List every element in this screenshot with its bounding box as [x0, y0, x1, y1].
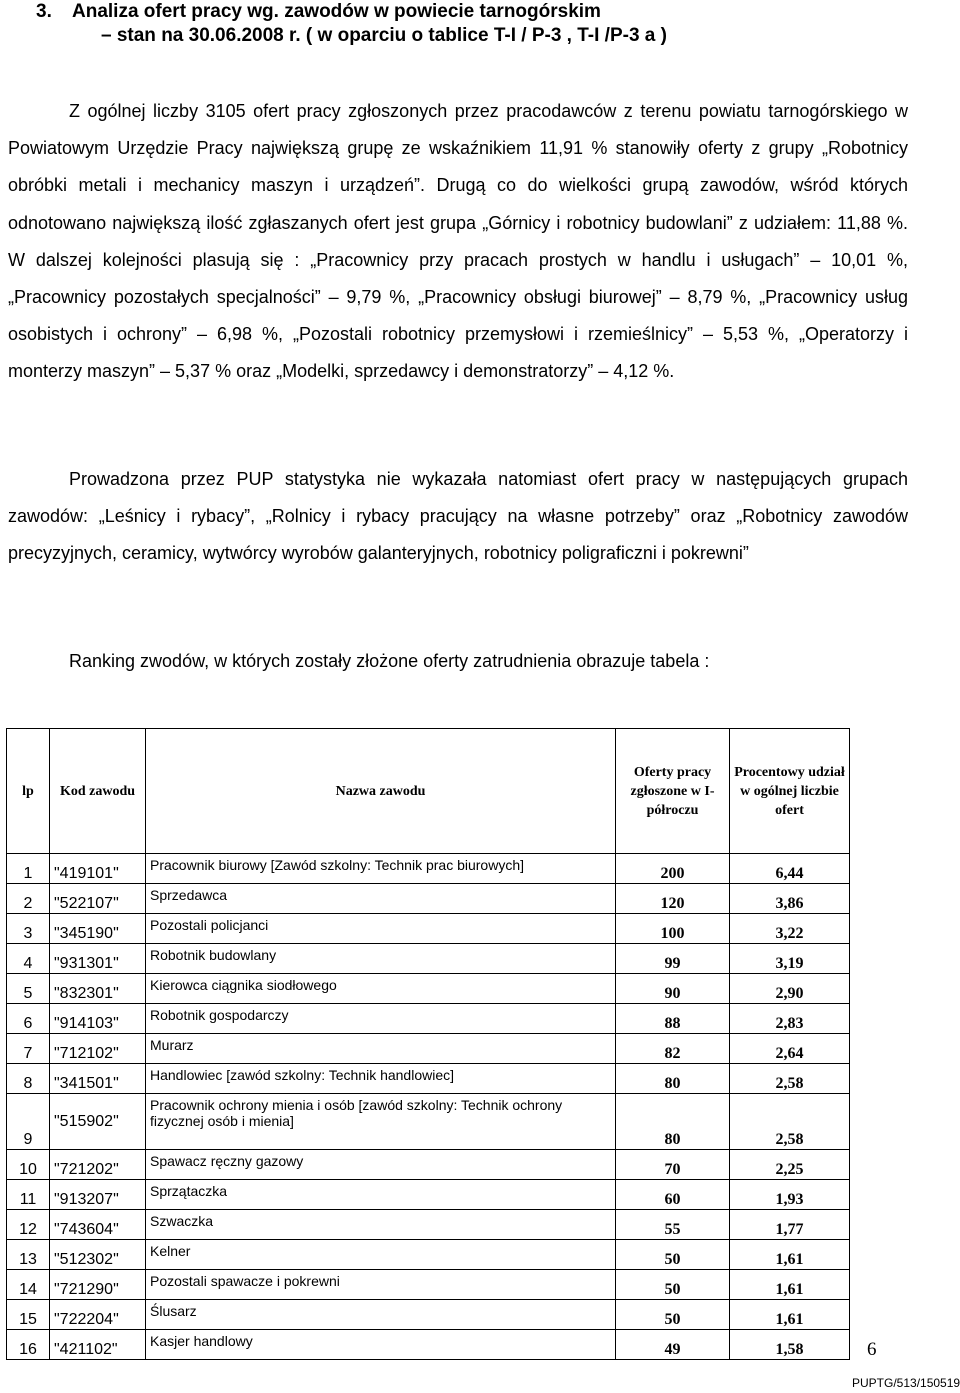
cell-lp: 9: [7, 1094, 50, 1150]
header-lp: lp: [7, 729, 50, 854]
cell-offers: 70: [616, 1150, 730, 1180]
table-row: [7, 974, 850, 1004]
footer-document-code: PUPTG/513/150519: [852, 1376, 960, 1390]
cell-offers: 88: [616, 1004, 730, 1034]
cell-code: "931301": [50, 944, 146, 974]
cell-code: "341501": [50, 1064, 146, 1094]
cell-code: "515902": [50, 1094, 146, 1150]
cell-code: "913207": [50, 1180, 146, 1210]
cell-lp: 12: [7, 1210, 50, 1240]
cell-code: "743604": [50, 1210, 146, 1240]
cell-share: 2,64: [730, 1034, 850, 1064]
table-body: [7, 854, 850, 1360]
cell-lp: 10: [7, 1150, 50, 1180]
section-number: 3.: [36, 1, 52, 22]
cell-code: "722204": [50, 1300, 146, 1330]
cell-share: 2,58: [730, 1094, 850, 1150]
cell-lp: 15: [7, 1300, 50, 1330]
cell-share: 2,83: [730, 1004, 850, 1034]
cell-offers: 120: [616, 884, 730, 914]
cell-offers: 80: [616, 1064, 730, 1094]
cell-code: "522107": [50, 884, 146, 914]
cell-lp: 8: [7, 1064, 50, 1094]
table-row: [7, 1064, 850, 1094]
cell-offers: 99: [616, 944, 730, 974]
cell-lp: 13: [7, 1240, 50, 1270]
cell-share: 1,61: [730, 1240, 850, 1270]
ranking-table: [6, 728, 850, 1360]
header-code: Kod zawodu: [50, 729, 146, 854]
table-row: [7, 1180, 850, 1210]
cell-name: Spawacz ręczny gazowy: [146, 1150, 616, 1180]
cell-offers: 60: [616, 1180, 730, 1210]
cell-offers: 200: [616, 854, 730, 884]
cell-name: Pracownik ochrony mienia i osób [zawód szkolny: Technik ochrony fizycznej osób i mienia]: [146, 1094, 616, 1150]
page-number: 6: [867, 1339, 877, 1360]
cell-offers: 80: [616, 1094, 730, 1150]
table-row: [7, 1150, 850, 1180]
table-row: [7, 1330, 850, 1360]
cell-share: 1,77: [730, 1210, 850, 1240]
cell-offers: 82: [616, 1034, 730, 1064]
cell-offers: 55: [616, 1210, 730, 1240]
paragraph-1-text: Z ogólnej liczby 3105 ofert pracy zgłoszonych przez pracodawców z terenu powiatu tarnogórskiego w Powiatowym Urzędzie Pracy największą grupę ze wskaźnikiem 11,91 % stanowiły oferty z grupy „Robotnicy obróbki metali i mechanicy maszyn i urządzeń”. Drugą co do wielkości grupą zawodów, wśród których odnotowano największą ilość zgłaszanych ofert jest grupa „Górnicy i robotnicy budowlani” z udziałem: 11,88 %. W dalszej kolejności plasują się : „Pracownicy przy pracach prostych w handlu i usługach” – 10,01 %, „Pracownicy pozostałych specjalności” – 9,79 %, „Pracownicy obsługi biurowej” – 8,79 %, „Pracownicy usług osobistych i ochrony” – 6,98 %, „Pozostali robotnicy przemysłowi i rzemieślnicy” – 5,53 %, „Operatorzy i monterzy maszyn” – 5,37 % oraz „Modelki, sprzedawcy i demonstratorzy” – 4,12 %.: [8, 101, 908, 382]
table-row: [7, 1270, 850, 1300]
cell-code: "421102": [50, 1330, 146, 1360]
section-title-line-2: – stan na 30.06.2008 r. ( w oparciu o tablice T-I / P-3 , T-I /P-3 a ): [101, 25, 667, 46]
table-row: [7, 1210, 850, 1240]
cell-code: "721290": [50, 1270, 146, 1300]
table-row: [7, 854, 850, 884]
table-row: [7, 944, 850, 974]
cell-share: 3,19: [730, 944, 850, 974]
table-row: [7, 1034, 850, 1064]
cell-share: 2,25: [730, 1150, 850, 1180]
cell-lp: 14: [7, 1270, 50, 1300]
header-name: Nazwa zawodu: [146, 729, 616, 854]
cell-name: Szwaczka: [146, 1210, 616, 1240]
cell-name: Pracownik biurowy [Zawód szkolny: Technik prac biurowych]: [146, 854, 616, 884]
cell-lp: 11: [7, 1180, 50, 1210]
cell-lp: 3: [7, 914, 50, 944]
cell-lp: 7: [7, 1034, 50, 1064]
cell-lp: 1: [7, 854, 50, 884]
cell-offers: 49: [616, 1330, 730, 1360]
cell-share: 1,61: [730, 1300, 850, 1330]
cell-offers: 90: [616, 974, 730, 1004]
cell-lp: 16: [7, 1330, 50, 1360]
cell-name: Ślusarz: [146, 1300, 616, 1330]
cell-code: "712102": [50, 1034, 146, 1064]
cell-name: Kelner: [146, 1240, 616, 1270]
cell-lp: 6: [7, 1004, 50, 1034]
cell-share: 3,86: [730, 884, 850, 914]
cell-share: 2,90: [730, 974, 850, 1004]
cell-name: Robotnik budowlany: [146, 944, 616, 974]
cell-name: Kierowca ciągnika siodłowego: [146, 974, 616, 1004]
cell-offers: 50: [616, 1240, 730, 1270]
cell-share: 1,61: [730, 1270, 850, 1300]
cell-share: 6,44: [730, 854, 850, 884]
cell-share: 2,58: [730, 1064, 850, 1094]
paragraph-no-offers-groups: [8, 461, 908, 573]
ranking-intro-text: Ranking zwodów, w których zostały złożone oferty zatrudnienia obrazuje tabela :: [69, 651, 710, 671]
cell-name: Sprzedawca: [146, 884, 616, 914]
cell-name: Sprzątaczka: [146, 1180, 616, 1210]
header-offers: Oferty pracy zgłoszone w I-półroczu: [616, 729, 730, 854]
table-row: [7, 1240, 850, 1270]
cell-name: Murarz: [146, 1034, 616, 1064]
cell-code: "914103": [50, 1004, 146, 1034]
cell-code: "832301": [50, 974, 146, 1004]
cell-name: Handlowiec [zawód szkolny: Technik handlowiec]: [146, 1064, 616, 1094]
header-share: Procentowy udział w ogólnej liczbie ofert: [730, 729, 850, 854]
cell-share: 1,58: [730, 1330, 850, 1360]
paragraph-2-text: Prowadzona przez PUP statystyka nie wykazała natomiast ofert pracy w następujących grupach zawodów: „Leśnicy i rybacy”, „Rolnicy i rybacy pracujący na własne potrzeby” oraz „Robotnicy zawodów precyzyjnych, ceramicy, wytwórcy wyrobów galanteryjnych, robotnicy poligraficzni i pokrewni”: [8, 469, 908, 564]
cell-name: Pozostali spawacze i pokrewni: [146, 1270, 616, 1300]
table-header-row: [7, 729, 850, 854]
cell-code: "512302": [50, 1240, 146, 1270]
cell-lp: 2: [7, 884, 50, 914]
cell-name: Kasjer handlowy: [146, 1330, 616, 1360]
table-row: [7, 1094, 850, 1150]
cell-share: 1,93: [730, 1180, 850, 1210]
table-row: [7, 1004, 850, 1034]
cell-share: 3,22: [730, 914, 850, 944]
paragraph-offers-summary: [8, 93, 908, 391]
cell-name: Pozostali policjanci: [146, 914, 616, 944]
cell-offers: 50: [616, 1300, 730, 1330]
cell-code: "345190": [50, 914, 146, 944]
table-row: [7, 884, 850, 914]
section-title-line-1: Analiza ofert pracy wg. zawodów w powiecie tarnogórskim: [72, 1, 601, 22]
table-row: [7, 914, 850, 944]
cell-offers: 50: [616, 1270, 730, 1300]
cell-code: "721202": [50, 1150, 146, 1180]
cell-name: Robotnik gospodarczy: [146, 1004, 616, 1034]
cell-lp: 4: [7, 944, 50, 974]
cell-code: "419101": [50, 854, 146, 884]
table-row: [7, 1300, 850, 1330]
cell-offers: 100: [616, 914, 730, 944]
cell-lp: 5: [7, 974, 50, 1004]
